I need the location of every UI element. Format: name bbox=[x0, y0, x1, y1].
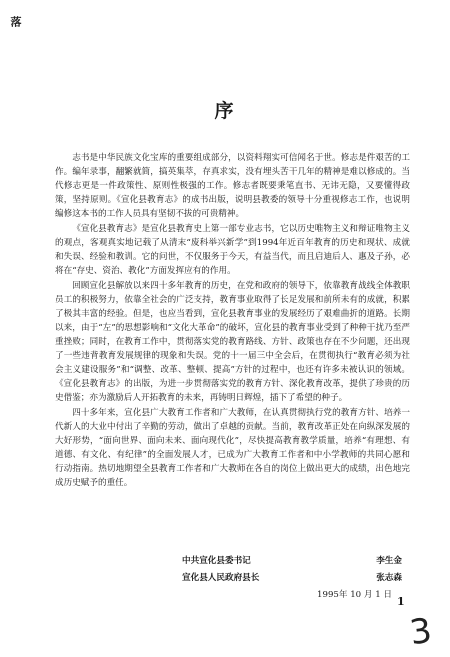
page-number: 1 bbox=[397, 595, 405, 608]
signer-name: 张志森 bbox=[376, 573, 402, 583]
margin-mark: 落 bbox=[9, 16, 22, 27]
paragraph-1: 志书是中华民族文化宝库的重要组成部分，以资料翔实可信闻名于世。修志是件艰苦的工作。编年录事，翻繁就简，搞英集萃，存真求实，没有埋头苦干几年的精神是难以修成的。当代修志更是一件政策性、原则性极强的工作。修志者既要秉笔直书、无讳无隐，又要懂得政策，坚持原则。《宣化县教育志》的成书出版，说明县教委的领导十分重视修志工作，也说明编修这本书的工作人员具有坚韧不拔的可贵精神。 bbox=[55, 153, 410, 219]
page-title: 序 bbox=[214, 100, 236, 122]
handwritten-mark: 3 bbox=[407, 610, 435, 654]
signature-date: 1995年 10 月 1 日 bbox=[317, 590, 392, 600]
preface-body bbox=[55, 151, 410, 491]
paragraph-2: 《宣化县教育志》是宣化县教育史上第一部专业志书，它以历史唯物主义和辩证唯物主义的观点，客观真实地记载了从清末“废科举兴新学”到1994年近百年教育的历史和现状、成就和失误、经验和教训。它的问世，不仅服务于今天，有益当代，而且启迪后人、惠及子孙，必将在“存史、资治、教化”方面发挥应有的作用。 bbox=[55, 224, 410, 276]
signer-name: 李生金 bbox=[376, 556, 402, 566]
signer-title: 宣化县人民政府县长 bbox=[182, 573, 260, 583]
signer-title: 中共宣化县委书记 bbox=[182, 556, 251, 566]
signature-block bbox=[182, 553, 402, 604]
signature-row-1 bbox=[182, 553, 402, 570]
paragraph-4: 四十多年来，宣化县广大教育工作者和广大教师，在认真贯彻执行党的教育方针、培养一代新人的大业中付出了辛勤的劳动，做出了卓越的贡献。当前，教育改革正处在向纵深发展的大好形势，“面向世界、面向未来、面向现代化”，尽快提高教育教学质量，培养“有理想、有道德、有文化、有纪律”的全面发展人才，已成为广大教育工作者和中小学教师的共同心愿和行动指南。热切地期望全县教育工作者和广大教师在各自的岗位上做出更大的成绩，出色地完成历史赋予的重任。 bbox=[55, 408, 410, 488]
paragraph-3: 回顾宣化县解放以来四十多年教育的历史，在党和政府的领导下，依靠教育战线全体教职员工的积极努力，依靠全社会的广泛支持，教育事业取得了长足发展和前所未有的成就，积累了极其丰富的经验。但是，也应当看到，宣化县教育事业的发展经历了艰难曲折的道路。长期以来，由于“左”的思想影响和“文化大革命”的破坏，宣化县的教育事业受到了种种干扰乃至严重挫败；同时，在教育工作中，贯彻落实党的教育路线、方针、政策也存在不少问题，还出现了一些违背教育发展规律的现象和失误。党的十一届三中全会后，在贯彻执行“教育必须为社会主义建设服务”和“调整、改革、整顿、提高”方针的过程中，也还有许多未被认识的领域。《宣化县教育志》的出版，为进一步贯彻落实党的教育方针、深化教育改革，提供了珍贵的历史借鉴；亦为激励后人开拓教育的未来，再铸明日辉煌，插下了希望的种子。 bbox=[55, 281, 410, 403]
signature-row-2 bbox=[182, 570, 402, 587]
